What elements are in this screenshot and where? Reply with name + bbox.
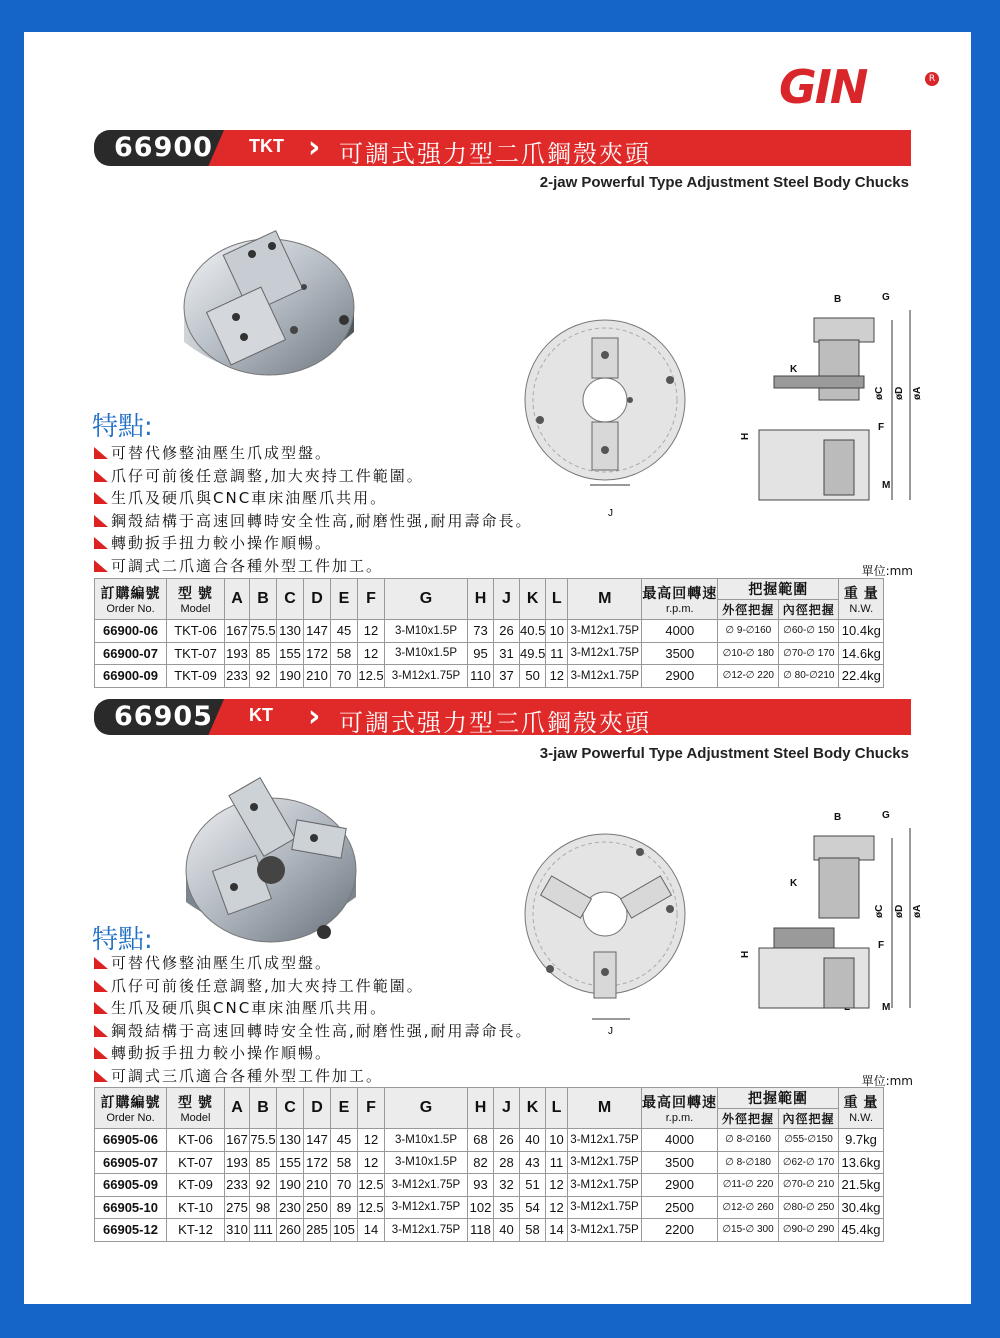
table-cell: 130 [277,620,304,643]
header-order-en: Order No. [106,603,155,615]
header-model-en: Model [180,603,211,615]
table-cell: 190 [277,1174,304,1197]
spec-rows [95,1129,884,1242]
table-cell: 3-M12x1.75P [385,1174,468,1197]
table-cell: 93 [468,1174,494,1197]
table-cell: 9.7kg [839,1129,884,1152]
table-row [95,642,884,665]
header-K: K [520,579,546,620]
table-cell: 3-M10x1.5P [385,620,468,643]
table-cell: KT-06 [167,1129,225,1152]
header-model-zh: 型 號 [178,585,213,601]
header-A: A [225,1088,250,1129]
table-cell: 285 [304,1219,331,1242]
table-cell: 12.5 [358,1196,385,1219]
table-cell: 66900-07 [95,642,167,665]
table-cell: 233 [225,665,250,688]
svg-text:M: M [882,480,891,491]
table-cell: 3500 [642,1151,718,1174]
table-cell: 58 [331,1151,358,1174]
header-grip-inner: 內徑把握 [779,600,839,620]
table-cell: 155 [277,1151,304,1174]
table-row [95,1196,884,1219]
table-cell: ∅11-∅ 220 [718,1174,779,1197]
header-G: G [385,579,468,620]
table-cell: 3500 [642,642,718,665]
table-cell: 58 [331,642,358,665]
feature-item: 轉動扳手扭力較小操作順暢。 [92,532,533,555]
table-cell: 14.6kg [839,642,884,665]
spec-rows [95,620,884,688]
features-list [92,442,533,577]
table-cell: 13.6kg [839,1151,884,1174]
title-en: 3-jaw Powerful Type Adjustment Steel Body Chucks [539,745,909,762]
svg-text:H: H [740,950,751,958]
header-weight-zh: 重 量 [843,585,879,601]
table-cell: 51 [520,1174,546,1197]
header-order-zh: 訂購編號 [100,1094,161,1110]
table-cell: ∅12-∅ 260 [718,1196,779,1219]
table-cell: 50 [520,665,546,688]
spec-table-66900 [94,578,884,688]
table-cell: 275 [225,1196,250,1219]
header-G: G [385,1088,468,1129]
table-cell: 3-M12x1.75P [385,1196,468,1219]
table-cell: 3-M12x1.75P [568,1129,642,1152]
table-cell: TKT-06 [167,620,225,643]
table-cell: 155 [277,642,304,665]
svg-text:F: F [878,940,885,951]
features-title: 特點: [92,925,153,955]
table-cell: 12 [358,620,385,643]
feature-item: 爪仔可前後任意調整,加大夾持工件範圍。 [92,465,533,488]
table-cell: 14 [546,1219,568,1242]
header-B: B [250,579,277,620]
table-cell: 12 [358,1151,385,1174]
table-cell: 172 [304,1151,331,1174]
header-grip-inner: 內徑把握 [779,1109,839,1129]
table-cell: 22.4kg [839,665,884,688]
section-banner-66900 [94,130,911,166]
table-cell: KT-07 [167,1151,225,1174]
table-cell: 147 [304,1129,331,1152]
header-rpm-en: r.p.m. [666,603,694,615]
table-cell: 147 [304,620,331,643]
table-cell: 3-M12x1.75P [568,642,642,665]
table-cell: 40 [494,1219,520,1242]
table-cell: 2900 [642,1174,718,1197]
header-K: K [520,1088,546,1129]
drawing-label-J: J [608,1026,613,1037]
header-B: B [250,1088,277,1129]
table-cell: 11 [546,642,568,665]
title-zh: 可調式强力型三爪鋼殼夾頭 [339,709,651,737]
spec-table-66905 [94,1087,884,1242]
table-cell: ∅55-∅150 [779,1129,839,1152]
table-cell: ∅70-∅ 210 [779,1174,839,1197]
table-cell: ∅ 80-∅210 [779,665,839,688]
table-cell: 40 [520,1129,546,1152]
table-cell: 66900-09 [95,665,167,688]
feature-item: 鋼殼結構于高速回轉時安全性高,耐磨性强,耐用壽命長。 [92,510,533,533]
header-rpm-en: r.p.m. [665,1112,694,1124]
header-L: L [546,1088,568,1129]
table-cell: 2500 [642,1196,718,1219]
table-cell: 12.5 [358,665,385,688]
svg-text:øC: øC [874,386,885,400]
table-cell: ∅62-∅ 170 [779,1151,839,1174]
table-cell: 233 [225,1174,250,1197]
svg-text:K: K [790,878,798,889]
table-cell: 11 [546,1151,568,1174]
feature-item: 可替代修整油壓生爪成型盤。 [92,952,533,975]
table-cell: 14 [358,1219,385,1242]
feature-item: 可調式二爪適合各種外型工件加工。 [92,555,533,578]
header-grip-outer: 外徑把握 [718,600,779,620]
chuck-face-drawing-2jaw [520,320,690,519]
chuck-photo-2jaw [174,192,374,407]
table-cell: 4000 [642,620,718,643]
table-cell: 37 [494,665,520,688]
table-cell: 49.5 [520,642,546,665]
features-title: 特點: [92,412,153,442]
header-model-en: Model [180,1112,211,1124]
table-cell: 66900-06 [95,620,167,643]
table-cell: 21.5kg [839,1174,884,1197]
svg-text:K: K [790,364,798,375]
table-cell: 105 [331,1219,358,1242]
feature-item: 鋼殼結構于高速回轉時安全性高,耐磨性强,耐用壽命長。 [92,1020,533,1043]
header-H: H [468,579,494,620]
table-row [95,620,884,643]
header-D: D [304,1088,331,1129]
svg-text:øA: øA [912,904,923,918]
table-cell: 3-M12x1.75P [385,1219,468,1242]
table-cell: 3-M12x1.75P [568,1219,642,1242]
table-cell: 110 [468,665,494,688]
header-F: F [358,1088,385,1129]
table-cell: 3-M12x1.75P [385,665,468,688]
table-cell: ∅70-∅ 170 [779,642,839,665]
chuck-photo-3jaw [174,752,374,962]
table-cell: 4000 [642,1129,718,1152]
table-cell: 85 [250,642,277,665]
feature-item: 生爪及硬爪與CNC車床油壓爪共用。 [92,997,533,1020]
feature-item: 可調式三爪適合各種外型工件加工。 [92,1065,533,1088]
header-weight-en: N.W. [849,1112,873,1124]
header-E: E [331,579,358,620]
header-M: M [568,1088,642,1129]
table-cell: 45 [331,1129,358,1152]
table-cell: 92 [250,665,277,688]
header-A: A [225,579,250,620]
header-E: E [331,1088,358,1129]
model-tag: KT [249,705,273,725]
table-cell: 3-M12x1.75P [568,665,642,688]
header-C: C [277,1088,304,1129]
svg-text:B: B [834,812,842,823]
table-cell: KT-12 [167,1219,225,1242]
header-M: M [568,579,642,620]
table-cell: 193 [225,1151,250,1174]
table-cell: 130 [277,1129,304,1152]
table-cell: 66905-10 [95,1196,167,1219]
table-cell: 12 [358,1129,385,1152]
table-cell: 12 [358,642,385,665]
header-D: D [304,579,331,620]
table-cell: 32 [494,1174,520,1197]
chuck-side-drawing-2jaw [714,290,924,500]
svg-text:øD: øD [894,386,905,400]
table-cell: 210 [304,1174,331,1197]
table-cell: 31 [494,642,520,665]
table-cell: 260 [277,1219,304,1242]
table-cell: 75.5 [250,1129,277,1152]
table-cell: ∅80-∅ 250 [779,1196,839,1219]
header-F: F [358,579,385,620]
table-cell: ∅90-∅ 290 [779,1219,839,1242]
table-cell: ∅15-∅ 300 [718,1219,779,1242]
product-code: 66900 [114,132,213,163]
table-cell: 3-M10x1.5P [385,642,468,665]
table-cell: 28 [494,1151,520,1174]
table-cell: 3-M12x1.75P [568,1196,642,1219]
table-cell: 3-M12x1.75P [568,620,642,643]
header-order-en: Order No. [106,1112,155,1124]
table-cell: 3-M12x1.75P [568,1174,642,1197]
table-row [95,1151,884,1174]
table-cell: ∅60-∅ 150 [779,620,839,643]
registered-mark: R [925,72,939,86]
header-J: J [494,579,520,620]
header-grip-range: 把握範圍 [718,579,839,600]
table-cell: 3-M10x1.5P [385,1151,468,1174]
feature-item: 可替代修整油壓生爪成型盤。 [92,442,533,465]
table-cell: 35 [494,1196,520,1219]
table-cell: 92 [250,1174,277,1197]
svg-text:øD: øD [894,904,905,918]
table-row [95,1219,884,1242]
brand-logo [769,60,939,120]
table-cell: ∅ 8-∅180 [718,1151,779,1174]
logo-text: GIN [779,60,867,114]
table-cell: 85 [250,1151,277,1174]
chuck-side-drawing-3jaw [714,808,924,1018]
svg-text:H: H [740,432,751,440]
table-cell: 70 [331,1174,358,1197]
unit-label: 單位:mm [861,1074,913,1088]
title-en: 2-jaw Powerful Type Adjustment Steel Body Chucks [539,174,909,191]
svg-text:øA: øA [912,386,923,400]
table-cell: 89 [331,1196,358,1219]
table-cell: 68 [468,1129,494,1152]
table-cell: 10 [546,1129,568,1152]
table-cell: 230 [277,1196,304,1219]
header-H: H [468,1088,494,1129]
table-cell: 190 [277,665,304,688]
table-cell: ∅ 8-∅160 [718,1129,779,1152]
table-cell: 98 [250,1196,277,1219]
table-cell: 10 [546,620,568,643]
features-list [92,952,533,1087]
table-cell: 10.4kg [839,620,884,643]
table-cell: 167 [225,620,250,643]
table-cell: TKT-09 [167,665,225,688]
table-cell: 12 [546,1174,568,1197]
table-cell: 45 [331,620,358,643]
table-cell: 250 [304,1196,331,1219]
table-cell: 3-M10x1.5P [385,1129,468,1152]
header-C: C [277,579,304,620]
table-cell: 111 [250,1219,277,1242]
table-cell: 12 [546,1196,568,1219]
table-cell: 58 [520,1219,546,1242]
header-order-zh: 訂購編號 [100,585,161,601]
header-J: J [494,1088,520,1129]
unit-label: 單位:mm [861,564,913,578]
model-tag: TKT [249,136,284,156]
table-cell: 30.4kg [839,1196,884,1219]
svg-text:øC: øC [874,904,885,918]
table-row [95,665,884,688]
table-cell: 210 [304,665,331,688]
table-cell: 172 [304,642,331,665]
svg-text:G: G [882,810,890,821]
table-cell: 167 [225,1129,250,1152]
title-zh: 可調式强力型二爪鋼殼夾頭 [339,140,651,168]
header-rpm-zh: 最高回轉速 [642,585,718,601]
header-rpm-zh: 最高回轉速 [642,1094,717,1110]
svg-text:G: G [882,292,890,303]
table-cell: ∅12-∅ 220 [718,665,779,688]
table-row [95,1174,884,1197]
table-cell: 45.4kg [839,1219,884,1242]
header-weight-en: N.W. [849,603,874,615]
table-cell: 75.5 [250,620,277,643]
feature-item: 轉動扳手扭力較小操作順暢。 [92,1042,533,1065]
header-model-zh: 型 號 [178,1094,213,1110]
table-cell: 73 [468,620,494,643]
chevron-icon: › [308,699,321,734]
chuck-face-drawing-3jaw [520,834,690,1044]
drawing-label-J: J [608,508,613,519]
table-cell: 118 [468,1219,494,1242]
header-grip-range: 把握範圍 [718,1088,839,1109]
catalog-page [24,32,971,1304]
table-cell: 3-M12x1.75P [568,1151,642,1174]
feature-item: 爪仔可前後任意調整,加大夾持工件範圍。 [92,975,533,998]
feature-item: 生爪及硬爪與CNC車床油壓爪共用。 [92,487,533,510]
header-L: L [546,579,568,620]
svg-text:M: M [882,1002,891,1013]
table-cell: 310 [225,1219,250,1242]
table-cell: 40.5 [520,620,546,643]
chevron-icon: › [308,130,321,165]
table-cell: ∅ 9-∅160 [718,620,779,643]
section-banner-66905 [94,699,911,735]
table-cell: 66905-06 [95,1129,167,1152]
table-cell: 26 [494,1129,520,1152]
table-cell: TKT-07 [167,642,225,665]
table-cell: 66905-09 [95,1174,167,1197]
svg-text:F: F [878,422,885,433]
table-cell: 43 [520,1151,546,1174]
table-cell: 12.5 [358,1174,385,1197]
svg-text:B: B [834,294,842,305]
table-cell: 82 [468,1151,494,1174]
product-code: 66905 [114,701,213,732]
table-row [95,1129,884,1152]
table-cell: KT-10 [167,1196,225,1219]
table-cell: 66905-12 [95,1219,167,1242]
table-cell: 2900 [642,665,718,688]
table-cell: 12 [546,665,568,688]
table-cell: 66905-07 [95,1151,167,1174]
table-cell: KT-09 [167,1174,225,1197]
table-cell: 102 [468,1196,494,1219]
table-cell: 95 [468,642,494,665]
header-weight-zh: 重 量 [843,1094,879,1110]
table-cell: ∅10-∅ 180 [718,642,779,665]
table-cell: 54 [520,1196,546,1219]
table-cell: 70 [331,665,358,688]
table-cell: 26 [494,620,520,643]
table-cell: 2200 [642,1219,718,1242]
header-grip-outer: 外徑把握 [718,1109,779,1129]
table-cell: 193 [225,642,250,665]
